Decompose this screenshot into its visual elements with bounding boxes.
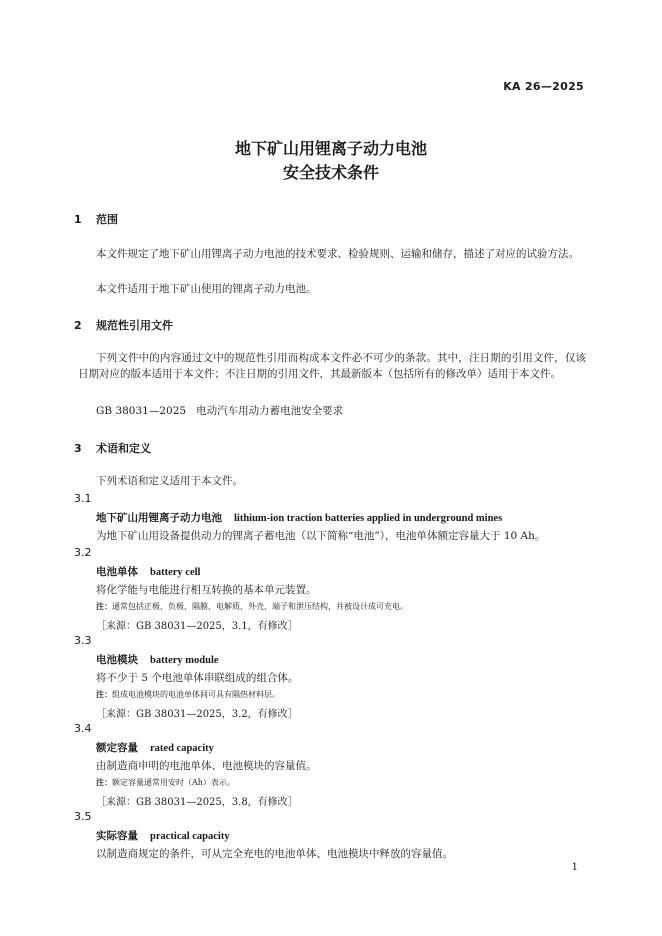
term-en: battery cell [150, 567, 201, 578]
section-1-paragraph-2: 本文件适用于地下矿山使用的锂离子动力电池。 [96, 283, 317, 295]
term-note [96, 777, 235, 788]
standard-code: KA 26—2025 [503, 80, 584, 93]
section-1-paragraph-1: 本文件规定了地下矿山用锂离子动力电池的技术要求、检验规则、运输和储存，描述了对应的试验方法。 [96, 248, 579, 260]
term-note [96, 601, 408, 612]
section-number: 1 [74, 213, 82, 226]
term-heading [96, 652, 219, 667]
term-zh: 实际容量 [96, 830, 138, 842]
term-number: 3.1 [74, 492, 92, 505]
normative-reference [96, 403, 343, 419]
section-title: 范围 [96, 213, 118, 226]
reference-title: 电动汽车用动力蓄电池安全要求 [196, 405, 344, 417]
term-en: rated capacity [150, 743, 214, 754]
note-label: 注： [96, 601, 112, 611]
note-text: 组成电池模块的电池单体间可具有隔热材料层。 [112, 690, 280, 699]
term-source: ［来源：GB 38031—2025，3.2，有修改］ [96, 709, 298, 720]
term-en: practical capacity [150, 831, 230, 842]
term-definition: 为地下矿山用设备提供动力的锂离子蓄电池（以下简称“电池”），电池单体额定容量大于 10 Ah。 [96, 530, 546, 542]
page-number: 1 [571, 862, 578, 873]
term-heading [96, 564, 200, 579]
term-number: 3.5 [74, 810, 92, 823]
section-title: 术语和定义 [96, 442, 151, 455]
section-1-heading [74, 211, 118, 227]
term-number: 3.3 [74, 634, 92, 647]
note-text: 额定容量通常用安时（Ah）表示。 [112, 778, 235, 787]
term-definition: 将不少于 5 个电池单体串联组成的组合体。 [96, 672, 299, 684]
note-label: 注： [96, 777, 112, 787]
term-en: battery module [150, 655, 219, 666]
section-2-paragraph-1: 下列文件中的内容通过文中的规范性引用而构成本文件必不可少的条款。其中，注日期的引用文件，仅该日期对应的版本适用于本文件；不注日期的引用文件，其最新版本（包括所有的修改单）适用于本文件。 [78, 352, 586, 380]
note-label: 注： [96, 689, 112, 699]
term-zh: 电池模块 [96, 654, 138, 666]
section-number: 3 [74, 442, 82, 455]
reference-code: GB 38031—2025 [96, 405, 187, 417]
term-zh: 电池单体 [96, 566, 138, 578]
document-title-line2: 安全技术条件 [282, 163, 379, 182]
section-3-intro: 下列术语和定义适用于本文件。 [96, 475, 243, 487]
term-heading [96, 828, 230, 843]
term-source: ［来源：GB 38031—2025，3.1，有修改］ [96, 621, 298, 632]
term-definition: 以制造商规定的条件，可从完全充电的电池单体、电池模块中释放的容量值。 [96, 848, 453, 860]
term-source: ［来源：GB 38031—2025，3.8，有修改］ [96, 797, 298, 808]
term-zh: 额定容量 [96, 742, 138, 754]
section-3-heading [74, 440, 151, 456]
term-number: 3.4 [74, 722, 92, 735]
term-number: 3.2 [74, 546, 92, 559]
document-title-line1: 地下矿山用锂离子动力电池 [234, 139, 427, 158]
section-title: 规范性引用文件 [96, 319, 173, 332]
term-definition: 将化学能与电能进行相互转换的基本单元装置。 [96, 584, 317, 596]
term-note [96, 689, 280, 700]
term-heading [96, 740, 214, 755]
term-en: lithium-ion traction batteries applied in underground mines [234, 513, 503, 524]
term-zh: 地下矿山用锂离子动力电池 [96, 512, 222, 524]
section-2-heading [74, 317, 173, 333]
note-text: 通常包括正极、负极、隔膜、电解质、外壳、端子和泄压结构，并被设计成可充电。 [112, 602, 408, 611]
term-heading [96, 510, 502, 525]
section-number: 2 [74, 319, 82, 332]
term-definition: 由制造商申明的电池单体、电池模块的容量值。 [96, 760, 317, 772]
